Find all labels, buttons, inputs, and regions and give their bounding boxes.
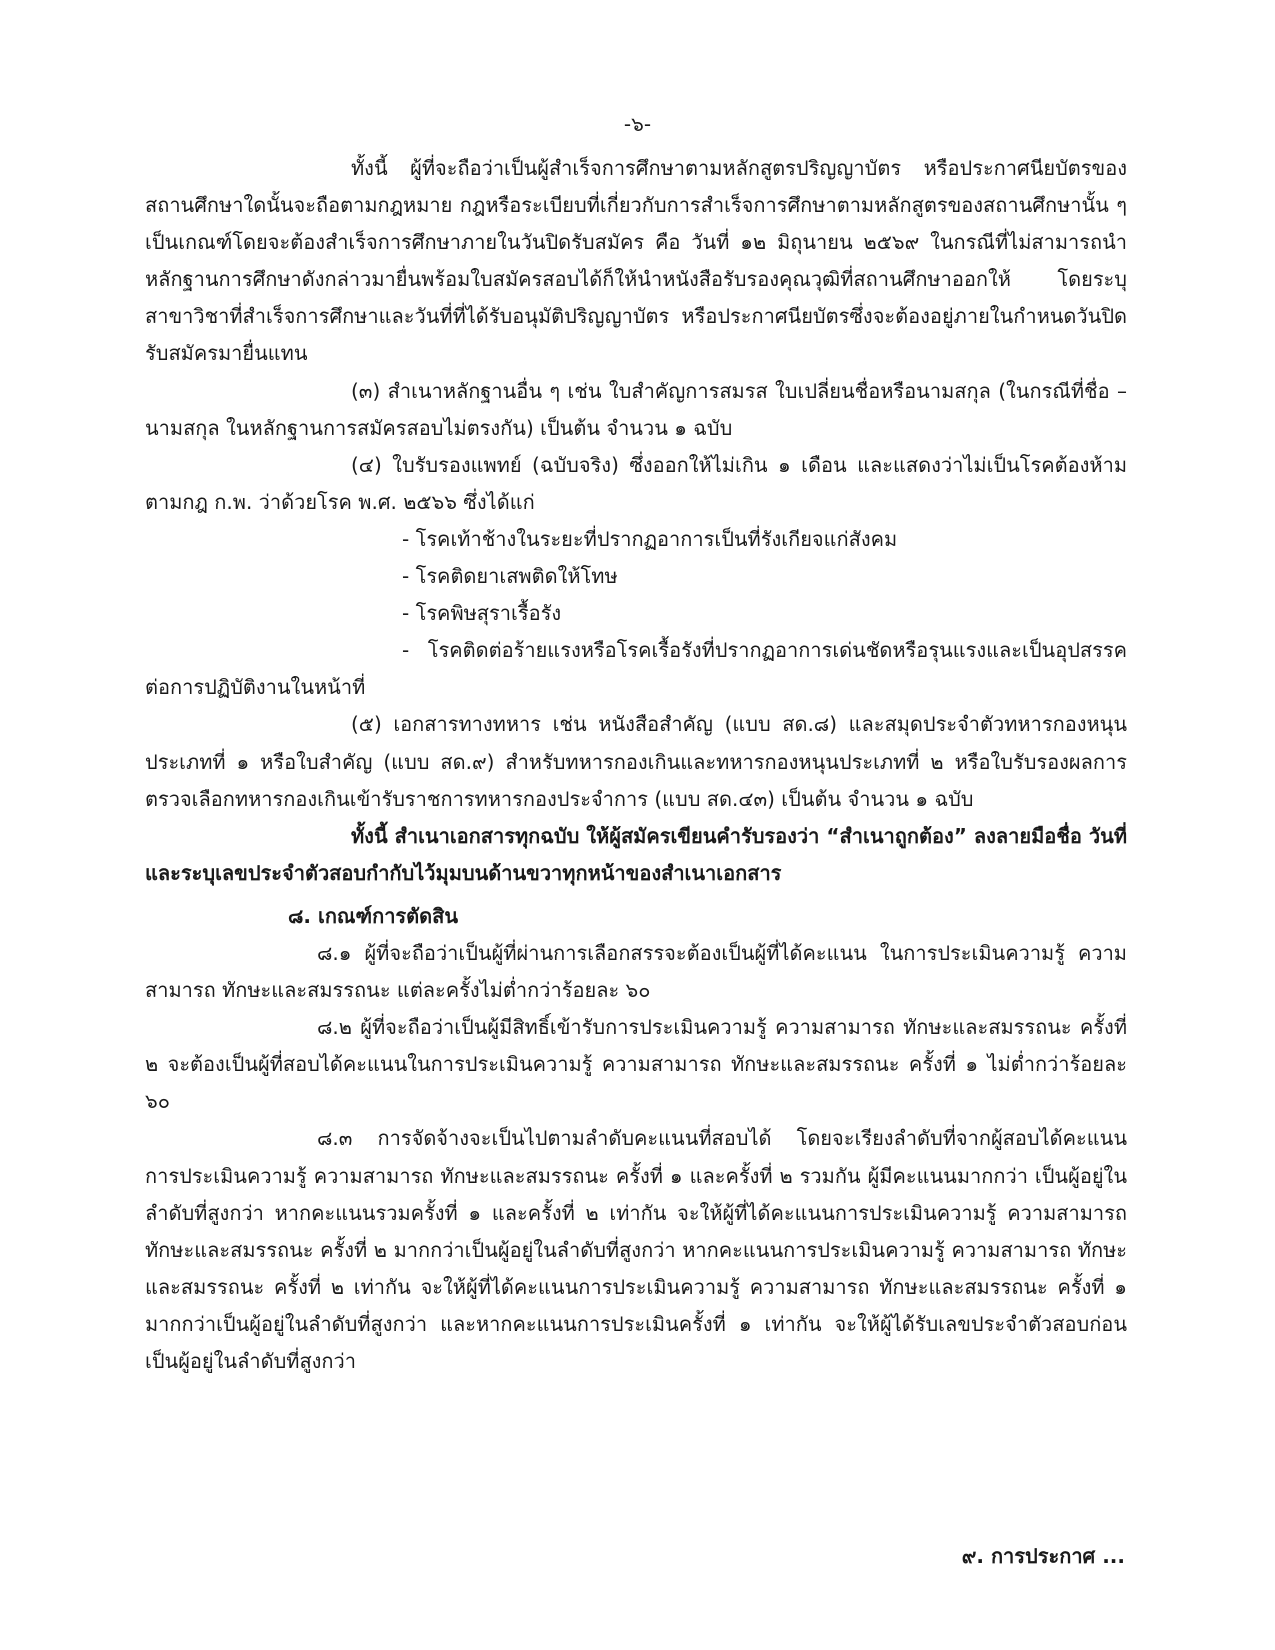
graduation-criteria-paragraph: ทั้งนี้ ผู้ที่จะถือว่าเป็นผู้สำเร็จการศึกษาตามหลักสูตรปริญญาบัตร หรือประกาศนียบัตรของสถานศึกษาใดนั้นจะถือตามกฎหมาย กฎหรือระเบียบที่เกี่ยวกับการสำเร็จการศึกษาตามหลักสูตรของสถานศึกษานั้น ๆ เป็นเกณฑ์โดยจะต้องสำเร็จการศึกษาภายในวันปิดรับสมัคร คือ วันที่ ๑๒ มิถุนายน ๒๕๖๙ ในกรณีที่ไม่สามารถนำหลักฐานการศึกษาดังกล่าวมายื่นพร้อมใบสมัครสอบได้ก็ให้นำหนังสือรับรองคุณวุฒิที่สถานศึกษาออกให้ โดยระบุสาขาวิชาที่สำเร็จการศึกษาและวันที่ที่ได้รับอนุมัติปริญญาบัตร หรือประกาศนียบัตรซึ่งจะต้องอยู่ภายในกำหนดวันปิดรับสมัครมายื่นแทน <box>145 156 1127 366</box>
military-documents-item: (๕) เอกสารทางทหาร เช่น หนังสือสำคัญ (แบบ สด.๘) และสมุดประจำตัวทหารกองหนุนประเภทที่ ๑ หรือใบสำคัญ (แบบ สด.๙) สำหรับทหารกองเกินและทหารกองหนุนประเภทที่ ๒ หรือใบรับรองผลการตรวจเลือกทหารกองเกินเข้ารับราชการทหารกองประจำการ (แบบ สด.๔๓) เป็นต้น จำนวน ๑ ฉบับ <box>145 712 1127 811</box>
medical-certificate-item: (๔) ใบรับรองแพทย์ (ฉบับจริง) ซึ่งออกให้ไม่เกิน ๑ เดือน และแสดงว่าไม่เป็นโรคต้องห้ามตามกฎ ก.พ. ว่าด้วยโรค พ.ศ. ๒๕๖๖ ซึ่งได้แก่ <box>145 452 1127 514</box>
disease-list-item: - โรคพิษสุราเรื้อรัง <box>402 601 562 626</box>
criteria-item-8-3: ๘.๓ การจัดจ้างจะเป็นไปตามลำดับคะแนนที่สอบได้ โดยจะเรียงลำดับที่จากผู้สอบได้คะแนน การประเมินความรู้ ความสามารถ ทักษะและสมรรถนะ ครั้งที่ ๑ และครั้งที่ ๒ รวมกัน ผู้มีคะแนนมากกว่า เป็นผู้อยู่ในลำดับที่สูงกว่า หากคะแนนรวมครั้งที่ ๑ และครั้งที่ ๒ เท่ากัน จะให้ผู้ที่ได้คะแนนการประเมินความรู้ ความสามารถ ทักษะและสมรรถนะ ครั้งที่ ๒ มากกว่าเป็นผู้อยู่ในลำดับที่สูงกว่า หากคะแนนการประเมินความรู้ ความสามารถ ทักษะและสมรรถนะ ครั้งที่ ๒ เท่ากัน จะให้ผู้ที่ได้คะแนนการประเมินความรู้ ความสามารถ ทักษะและสมรรถนะ ครั้งที่ ๑ มากกว่าเป็นผู้อยู่ในลำดับที่สูงกว่า และหากคะแนนการประเมินครั้งที่ ๑ เท่ากัน จะให้ผู้ได้รับเลขประจำตัวสอบก่อนเป็นผู้อยู่ในลำดับที่สูงกว่า <box>145 1126 1127 1373</box>
criteria-item-8-1: ๘.๑ ผู้ที่จะถือว่าเป็นผู้ที่ผ่านการเลือกสรรจะต้องเป็นผู้ที่ได้คะแนน ในการประเมินความรู้ ความสามารถ ทักษะและสมรรถนะ แต่ละครั้งไม่ต่ำกว่าร้อยละ ๖๐ <box>145 940 1127 1003</box>
disease-list-item: - โรคติดต่อร้ายแรงหรือโรคเรื้อรังที่ปรากฏอาการเด่นชัดหรือรุนแรงและเป็นอุปสรรคต่อการปฏิบัติงานในหน้าที่ <box>145 638 1127 700</box>
page-number: -๖- <box>623 112 652 136</box>
document-body <box>145 150 1127 1380</box>
criteria-item-8-2: ๘.๒ ผู้ที่จะถือว่าเป็นผู้มีสิทธิ์เข้ารับการประเมินความรู้ ความสามารถ ทักษะและสมรรถนะ ครั้งที่ ๒ จะต้องเป็นผู้ที่สอบได้คะแนนในการประเมินความรู้ ความสามารถ ทักษะและสมรรถนะ ครั้งที่ ๑ ไม่ต่ำกว่าร้อยละ ๖๐ <box>145 1015 1127 1114</box>
disease-list-item: - โรคติดยาเสพติดให้โทษ <box>402 564 618 589</box>
disease-list-item: - โรคเท้าช้างในระยะที่ปรากฏอาการเป็นที่รังเกียจแก่สังคม <box>402 526 898 551</box>
section-8-heading: ๘. เกณฑ์การตัดสิน <box>288 903 459 928</box>
certify-copy-note: ทั้งนี้ สำเนาเอกสารทุกฉบับ ให้ผู้สมัครเขียนคำรับรองว่า “สำเนาถูกต้อง” ลงลายมือชื่อ วันที่ และระบุเลขประจำตัวสอบกำกับไว้มุมบนด้านขวาทุกหน้าของสำเนาเอกสาร <box>145 823 1127 885</box>
other-documents-item: (๓) สำเนาหลักฐานอื่น ๆ เช่น ใบสำคัญการสมรส ใบเปลี่ยนชื่อหรือนามสกุล (ในกรณีที่ชื่อ – นามสกุล ในหลักฐานการสมัครสอบไม่ตรงกัน) เป็นต้น จำนวน ๑ ฉบับ <box>145 378 1127 440</box>
next-section-footer: ๙. การประกาศ ... <box>961 1544 1125 1568</box>
